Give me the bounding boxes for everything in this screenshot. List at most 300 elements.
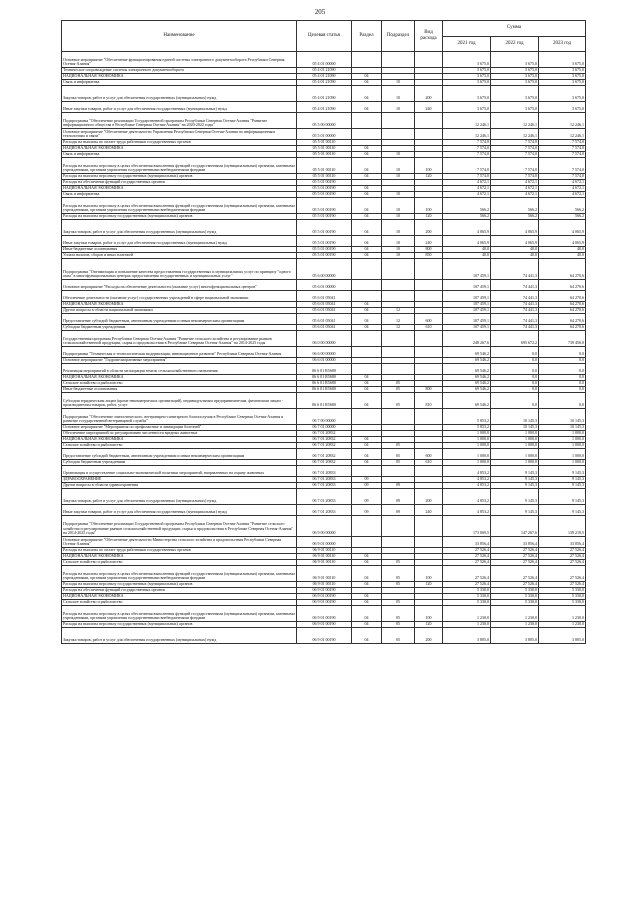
row-name-cell: Реализация мероприятий в области мелиорации земель сельскохозяйственного назначения <box>62 364 297 375</box>
sum-2022-cell: 4 672,1 <box>491 180 539 186</box>
table-row <box>62 505 586 516</box>
subsection-cell <box>382 113 415 129</box>
sum-2022-cell: 5 330,0 <box>491 600 539 606</box>
section-cell: 04 <box>352 220 382 236</box>
expense-type-cell: 120 <box>415 582 443 588</box>
sum-2023-cell: 0,0 <box>539 347 586 358</box>
sum-2021-cell: 107 459,1 <box>443 291 491 302</box>
sum-2023-cell: 0,0 <box>539 358 586 364</box>
sum-2021-cell: 7 574,0 <box>443 146 491 152</box>
section-cell <box>352 113 382 129</box>
section-cell: 04 <box>352 158 382 174</box>
sum-2021-cell: 27 526,4 <box>443 566 491 582</box>
table-row <box>62 566 586 582</box>
sum-2021-cell: 3 675,0 <box>443 102 491 113</box>
expense-type-cell <box>415 466 443 477</box>
sum-2021-cell: 5 330,0 <box>443 600 491 606</box>
section-cell: 04 <box>352 381 382 387</box>
sum-2023-cell: 5 330,0 <box>539 600 586 606</box>
target-article-cell: 05 5 01 00190 <box>297 192 352 198</box>
row-name-cell: Закупка товаров, работ и услуг для обеспечения государственных (муниципальных) нужд <box>62 489 297 505</box>
table-row <box>62 537 586 548</box>
subsection-cell: 10 <box>382 158 415 174</box>
target-article-cell: 06 6 00 00000 <box>297 347 352 358</box>
sum-2022-cell: 0,0 <box>491 387 539 393</box>
target-article-cell: 05 6 01 05041 <box>297 308 352 314</box>
table-row <box>62 158 586 174</box>
sum-2023-cell: 9 145,3 <box>539 466 586 477</box>
expense-type-cell: 850 <box>415 253 443 259</box>
sum-2022-cell: 7 574,0 <box>491 158 539 174</box>
section-cell <box>352 52 382 68</box>
expense-type-cell: 800 <box>415 387 443 393</box>
section-cell: 04 <box>352 460 382 466</box>
subsection-cell: 10 <box>382 247 415 253</box>
row-name-cell: Подпрограмма "Обеспечение реализации Государственной программы Республики Северная Осетия-Алания "Развитие сельского хозяйства и регулирование рынков сельскохозяйственной продукции, сырья и продовольствия в Республике Северная Осетия-Алания" на 2014-2025 годы" <box>62 516 297 537</box>
sum-2022-cell: 9 145,3 <box>491 477 539 483</box>
subsection-cell: 12 <box>382 308 415 314</box>
table-row <box>62 102 586 113</box>
subsection-cell <box>382 280 415 291</box>
expense-type-cell <box>415 52 443 68</box>
sum-2022-cell: 7 574,0 <box>491 146 539 152</box>
row-name-cell: Расходы на выплаты персоналу в целях обеспечения выполнения функций государственными (муниципальными) органами, казенными учреждениями, органами управления государственными внебюджетными фондами <box>62 606 297 622</box>
section-cell: 04 <box>352 236 382 247</box>
table-row <box>62 409 586 425</box>
target-article-cell: 06 7 01 20833 <box>297 477 352 483</box>
target-article-cell: 05 4 01 21090 <box>297 68 352 74</box>
table-row <box>62 331 586 347</box>
sum-2023-cell: 64 270,6 <box>539 259 586 280</box>
sum-2021-cell: 12 246,1 <box>443 113 491 129</box>
section-cell: 04 <box>352 302 382 308</box>
sum-2022-cell: 27 526,4 <box>491 560 539 566</box>
sum-2022-cell: 3 675,0 <box>491 102 539 113</box>
sum-2021-cell: 69 546,2 <box>443 387 491 393</box>
header-expense-type: Вид расхода <box>415 21 443 52</box>
row-name-cell: Расходы на выплаты по оплате труда работников государственных органов <box>62 140 297 146</box>
row-name-cell: Связь и информатика <box>62 192 297 198</box>
sum-2023-cell: 4 065,9 <box>539 220 586 236</box>
sum-2021-cell: 248 267,6 <box>443 331 491 347</box>
sum-2021-cell: 69 546,2 <box>443 358 491 364</box>
section-cell <box>352 347 382 358</box>
sum-2023-cell: 566,2 <box>539 198 586 214</box>
sum-2023-cell: 64 270,6 <box>539 302 586 308</box>
row-name-cell: Иные закупки товаров, работ и услуг для обеспечения государственных (муниципальных) нужд <box>62 505 297 516</box>
expense-type-cell <box>415 291 443 302</box>
row-name-cell: Основное мероприятие "Расходы на обеспечение деятельности (оказание услуг) многофункциональных центров" <box>62 280 297 291</box>
subsection-cell: 05 <box>382 606 415 622</box>
sum-2022-cell: 1 000,0 <box>491 437 539 443</box>
sum-2021-cell: 27 526,4 <box>443 560 491 566</box>
sum-2021-cell: 1 000,0 <box>443 460 491 466</box>
sum-2022-cell: 4 065,9 <box>491 220 539 236</box>
sum-2023-cell: 64 270,6 <box>539 308 586 314</box>
budget-table <box>61 20 586 644</box>
subsection-cell <box>382 291 415 302</box>
subsection-cell <box>382 409 415 425</box>
target-article-cell: 05 5 01 00110 <box>297 158 352 174</box>
target-article-cell: 05 4 01 00000 <box>297 52 352 68</box>
section-cell: 04 <box>352 247 382 253</box>
section-cell <box>352 331 382 347</box>
row-name-cell: Иные закупки товаров, работ и услуг для обеспечения государственных (муниципальных) нужд <box>62 236 297 247</box>
subsection-cell: 09 <box>382 489 415 505</box>
sum-2021-cell: 27 526,4 <box>443 554 491 560</box>
sum-2022-cell: 9 145,3 <box>491 466 539 477</box>
section-cell: 04 <box>352 622 382 628</box>
target-article-cell: 06 7 00 00000 <box>297 409 352 425</box>
target-article-cell: 05 5 01 00110 <box>297 152 352 158</box>
subsection-cell <box>382 129 415 140</box>
expense-type-cell: 600 <box>415 449 443 460</box>
section-cell: 04 <box>352 582 382 588</box>
sum-2021-cell: 7 574,0 <box>443 152 491 158</box>
sum-2023-cell: 7 574,0 <box>539 158 586 174</box>
sum-2021-cell: 4 853,2 <box>443 505 491 516</box>
expense-type-cell <box>415 331 443 347</box>
row-name-cell: НАЦИОНАЛЬНАЯ ЭКОНОМИКА <box>62 437 297 443</box>
sum-2022-cell: 10 145,3 <box>491 409 539 425</box>
table-row <box>62 291 586 302</box>
section-cell: 04 <box>352 80 382 86</box>
sum-2022-cell: 7 574,0 <box>491 140 539 146</box>
sum-2023-cell: 27 526,4 <box>539 548 586 554</box>
sum-2023-cell: 10 145,3 <box>539 409 586 425</box>
target-article-cell: 05 5 01 00190 <box>297 180 352 186</box>
row-name-cell: Сельское хозяйство и рыболовство <box>62 381 297 387</box>
sum-2021-cell: 3 675,0 <box>443 68 491 74</box>
section-cell: 04 <box>352 600 382 606</box>
sum-2021-cell: 4 853,2 <box>443 489 491 505</box>
sum-2023-cell: 40,0 <box>539 253 586 259</box>
expense-type-cell <box>415 347 443 358</box>
sum-2023-cell: 139 219,5 <box>539 516 586 537</box>
row-name-cell: НАЦИОНАЛЬНАЯ ЭКОНОМИКА <box>62 594 297 600</box>
sum-2023-cell: 1 230,0 <box>539 622 586 628</box>
target-article-cell: 06 7 01 20832 <box>297 437 352 443</box>
row-name-cell: Подпрограмма "Техническая и технологическая модернизация, инновационное развитие" Республики Северная Осетия-Алания <box>62 347 297 358</box>
sum-2022-cell: 74 441,3 <box>491 280 539 291</box>
sum-2023-cell: 0,0 <box>539 393 586 409</box>
target-article-cell: 05 5 01 00190 <box>297 198 352 214</box>
subsection-cell: 09 <box>382 505 415 516</box>
sum-2023-cell: 0,0 <box>539 364 586 375</box>
row-name-cell: Расходы на выплаты персоналу в целях обеспечения выполнения функций государственными (муниципальными) органами, казенными учреждениями, органами управления государственными внебюджетными фондами <box>62 198 297 214</box>
target-article-cell: 06 9 00 00000 <box>297 516 352 537</box>
sum-2023-cell: 1 000,0 <box>539 449 586 460</box>
table-row <box>62 449 586 460</box>
target-article-cell: 06 9 01 00190 <box>297 622 352 628</box>
row-name-cell: Расходы на обеспечение функций государственных органов <box>62 180 297 186</box>
expense-type-cell: 240 <box>415 236 443 247</box>
sum-2021-cell: 27 526,4 <box>443 582 491 588</box>
target-article-cell: 05 6 01 05041 <box>297 302 352 308</box>
section-cell: 04 <box>352 174 382 180</box>
sum-2022-cell: 40,0 <box>491 247 539 253</box>
sum-2021-cell: 7 574,0 <box>443 158 491 174</box>
sum-2022-cell: 33 856,4 <box>491 537 539 548</box>
sum-2022-cell: 566,2 <box>491 214 539 220</box>
row-name-cell: Сельское хозяйство и рыболовство <box>62 600 297 606</box>
sum-2022-cell: 0,0 <box>491 393 539 409</box>
sum-2022-cell: 0,0 <box>491 375 539 381</box>
header-name: Наименование <box>62 21 297 52</box>
subsection-cell <box>382 331 415 347</box>
sum-2023-cell: 64 270,6 <box>539 325 586 331</box>
sum-2023-cell: 64 270,6 <box>539 280 586 291</box>
section-cell: 04 <box>352 308 382 314</box>
sum-2023-cell: 4 065,9 <box>539 236 586 247</box>
expense-type-cell <box>415 516 443 537</box>
sum-2021-cell: 69 546,2 <box>443 375 491 381</box>
sum-2022-cell: 1 230,0 <box>491 622 539 628</box>
sum-2023-cell: 7 574,0 <box>539 174 586 180</box>
sum-2022-cell: 12 246,1 <box>491 113 539 129</box>
sum-2021-cell: 107 459,1 <box>443 308 491 314</box>
sum-2022-cell: 3 675,0 <box>491 52 539 68</box>
sum-2022-cell: 74 441,3 <box>491 259 539 280</box>
row-name-cell: Основное мероприятие "Обеспечение функционирования единой системы электронного документооборота Республики Северная Осетия-Алания" <box>62 52 297 68</box>
sum-2023-cell: 5 330,0 <box>539 594 586 600</box>
row-name-cell: ЗДРАВООХРАНЕНИЕ <box>62 477 297 483</box>
sum-2021-cell: 5 330,0 <box>443 588 491 594</box>
row-name-cell: Сельское хозяйство и рыболовство <box>62 560 297 566</box>
sum-2023-cell: 3 675,0 <box>539 102 586 113</box>
section-cell <box>352 516 382 537</box>
expense-type-cell: 240 <box>415 102 443 113</box>
subsection-cell: 10 <box>382 236 415 247</box>
subsection-cell: 05 <box>382 582 415 588</box>
sum-2023-cell: 1 230,0 <box>539 606 586 622</box>
row-name-cell: Подпрограмма "Обеспечение реализации Государственной программы Республики Северная Осетия-Алания "Развитие информационного общества в Республике Северная Осетия-Алания" на 2020-2022 годы" <box>62 113 297 129</box>
sum-2022-cell: 3 805,0 <box>491 628 539 644</box>
sum-2021-cell: 3 675,0 <box>443 74 491 80</box>
row-name-cell: Расходы на выплаты по оплате труда работников государственных органов <box>62 548 297 554</box>
expense-type-cell: 610 <box>415 460 443 466</box>
target-article-cell: 06 6 01 R5680 <box>297 375 352 381</box>
expense-type-cell <box>415 259 443 280</box>
expense-type-cell: 810 <box>415 393 443 409</box>
row-name-cell: Обеспечение мероприятий по регулированию численности вредных животных <box>62 431 297 437</box>
sum-2022-cell: 4 672,1 <box>491 192 539 198</box>
expense-type-cell <box>415 113 443 129</box>
sum-2021-cell: 107 459,1 <box>443 259 491 280</box>
sum-2023-cell: 3 805,0 <box>539 628 586 644</box>
sum-2022-cell: 9 145,3 <box>491 483 539 489</box>
table-row <box>62 129 586 140</box>
target-article-cell: 06 7 01 20832 <box>297 460 352 466</box>
sum-2023-cell: 1 000,0 <box>539 460 586 466</box>
sum-2022-cell: 74 441,3 <box>491 302 539 308</box>
target-article-cell: 05 5 00 00000 <box>297 113 352 129</box>
sum-2022-cell: 4 672,1 <box>491 186 539 192</box>
target-article-cell: 06 7 01 20833 <box>297 483 352 489</box>
subsection-cell: 10 <box>382 253 415 259</box>
target-article-cell: 06 6 01 R5680 <box>297 393 352 409</box>
target-article-cell: 06 7 01 20832 <box>297 449 352 460</box>
table-header <box>62 21 586 52</box>
row-name-cell: Основное мероприятие "Гидромелиоративные мероприятия" <box>62 358 297 364</box>
section-cell: 04 <box>352 186 382 192</box>
sum-2023-cell: 4 672,1 <box>539 192 586 198</box>
sum-2021-cell: 69 546,2 <box>443 393 491 409</box>
subsection-cell: 10 <box>382 80 415 86</box>
sum-2023-cell: 3 675,0 <box>539 80 586 86</box>
section-cell: 04 <box>352 314 382 325</box>
sum-2023-cell: 64 270,6 <box>539 291 586 302</box>
target-article-cell: 06 6 01 R5680 <box>297 364 352 375</box>
section-cell: 04 <box>352 375 382 381</box>
subsection-cell: 05 <box>382 622 415 628</box>
row-name-cell: Другие вопросы в области национальной экономики <box>62 308 297 314</box>
target-article-cell: 05 5 01 00190 <box>297 186 352 192</box>
sum-2022-cell: 27 526,4 <box>491 566 539 582</box>
expense-type-cell: 100 <box>415 566 443 582</box>
row-name-cell: Субсидии юридическим лицам (кроме некоммерческих организаций), индивидуальным предпринимателям, физическим лицам - производителям товаров, работ, услуг <box>62 393 297 409</box>
sum-2022-cell: 74 441,3 <box>491 325 539 331</box>
target-article-cell: 05 5 01 00110 <box>297 146 352 152</box>
expense-type-cell: 100 <box>415 158 443 174</box>
subsection-cell <box>382 516 415 537</box>
section-cell: 04 <box>352 560 382 566</box>
sum-2022-cell: 74 441,3 <box>491 291 539 302</box>
table-row <box>62 489 586 505</box>
sum-2022-cell: 27 526,4 <box>491 554 539 560</box>
subsection-cell: 10 <box>382 220 415 236</box>
section-cell: 04 <box>352 387 382 393</box>
section-cell: 04 <box>352 437 382 443</box>
section-cell: 04 <box>352 594 382 600</box>
sum-2022-cell: 74 441,3 <box>491 308 539 314</box>
section-cell: 04 <box>352 102 382 113</box>
sum-2022-cell: 3 675,0 <box>491 68 539 74</box>
sum-2021-cell: 69 546,2 <box>443 381 491 387</box>
table-row <box>62 364 586 375</box>
sum-2023-cell: 3 675,0 <box>539 86 586 102</box>
target-article-cell: 05 5 01 00190 <box>297 220 352 236</box>
subsection-cell <box>382 537 415 548</box>
row-name-cell: Предоставление субсидий бюджетным, автономным учреждениям и иным некоммерческим организациям <box>62 449 297 460</box>
header-year-2023: 2023 год <box>539 36 586 52</box>
subsection-cell: 05 <box>382 443 415 449</box>
sum-2022-cell: 695 672,2 <box>491 331 539 347</box>
sum-2021-cell: 566,2 <box>443 198 491 214</box>
target-article-cell: 06 7 01 20832 <box>297 443 352 449</box>
table-row <box>62 516 586 537</box>
target-article-cell: 06 9 01 00000 <box>297 537 352 548</box>
section-cell: 04 <box>352 253 382 259</box>
row-name-cell: Обеспечение деятельности (оказание услуг) государственных учреждений в сфере национальной экономики <box>62 291 297 302</box>
row-name-cell: Расходы на выплаты персоналу в целях обеспечения выполнения функций государственными (муниципальными) органами, казенными учреждениями, органами управления государственными внебюджетными фондами <box>62 566 297 582</box>
sum-2021-cell: 4 672,1 <box>443 192 491 198</box>
row-name-cell: Расходы на выплаты персоналу государственных (муниципальных) органов <box>62 174 297 180</box>
target-article-cell: 05 5 01 00190 <box>297 253 352 259</box>
sum-2022-cell: 9 145,3 <box>491 489 539 505</box>
sum-2021-cell: 4 853,2 <box>443 477 491 483</box>
expense-type-cell <box>415 364 443 375</box>
target-article-cell: 06 9 01 00190 <box>297 628 352 644</box>
row-name-cell: Уплата налогов, сборов и иных платежей <box>62 253 297 259</box>
sum-2023-cell: 33 856,4 <box>539 537 586 548</box>
sum-2023-cell: 566,2 <box>539 214 586 220</box>
sum-2021-cell: 40,0 <box>443 247 491 253</box>
sum-2023-cell: 9 145,3 <box>539 505 586 516</box>
header-sum: Сумма <box>443 21 586 37</box>
target-article-cell: 06 9 01 00110 <box>297 548 352 554</box>
row-name-cell: Связь и информатика <box>62 80 297 86</box>
sum-2021-cell: 1 000,0 <box>443 449 491 460</box>
sum-2022-cell: 7 574,0 <box>491 152 539 158</box>
row-name-cell: Другие вопросы в области здравоохранения <box>62 483 297 489</box>
sum-2021-cell: 33 856,4 <box>443 537 491 548</box>
target-article-cell: 06 7 01 20833 <box>297 466 352 477</box>
sum-2021-cell: 69 546,2 <box>443 347 491 358</box>
expense-type-cell: 120 <box>415 214 443 220</box>
subsection-cell: 05 <box>382 449 415 460</box>
table-row <box>62 52 586 68</box>
section-cell <box>352 280 382 291</box>
subsection-cell: 05 <box>382 628 415 644</box>
section-cell: 04 <box>352 198 382 214</box>
sum-2022-cell: 1 000,0 <box>491 431 539 437</box>
sum-2021-cell: 7 574,0 <box>443 174 491 180</box>
page-number: 205 <box>314 8 326 16</box>
target-article-cell: 05 5 01 00190 <box>297 247 352 253</box>
target-article-cell: 05 4 01 21090 <box>297 74 352 80</box>
subsection-cell: 05 <box>382 600 415 606</box>
sum-2021-cell: 107 459,1 <box>443 314 491 325</box>
target-article-cell: 05 4 01 21090 <box>297 86 352 102</box>
row-name-cell: Техническое сопровождение системы электронного документооборота <box>62 68 297 74</box>
subsection-cell: 05 <box>382 393 415 409</box>
row-name-cell: Закупка товаров, работ и услуг для обеспечения государственных (муниципальных) нужд <box>62 86 297 102</box>
row-name-cell: НАЦИОНАЛЬНАЯ ЭКОНОМИКА <box>62 554 297 560</box>
row-name-cell: Расходы на выплаты персоналу в целях обеспечения выполнения функций государственными (муниципальными) органами, казенными учреждениями, органами управления государственными внебюджетными фондами <box>62 158 297 174</box>
sum-2022-cell: 147 267,6 <box>491 516 539 537</box>
section-cell <box>352 466 382 477</box>
target-article-cell: 05 4 01 21090 <box>297 80 352 86</box>
sum-2022-cell: 5 330,0 <box>491 588 539 594</box>
sum-2023-cell: 12 246,1 <box>539 113 586 129</box>
section-cell: 04 <box>352 325 382 331</box>
sum-2023-cell: 739 456,0 <box>539 331 586 347</box>
section-cell: 04 <box>352 152 382 158</box>
target-article-cell: 06 9 01 00110 <box>297 560 352 566</box>
sum-2022-cell: 0,0 <box>491 364 539 375</box>
row-name-cell: Основное мероприятие "Мероприятия по профилактике и ликвидации болезней" <box>62 425 297 431</box>
row-name-cell: Закупка товаров, работ и услуг для обеспечения государственных (муниципальных) нужд <box>62 628 297 644</box>
sum-2022-cell: 0,0 <box>491 358 539 364</box>
target-article-cell: 06 0 00 00000 <box>297 331 352 347</box>
sum-2023-cell: 3 675,0 <box>539 52 586 68</box>
sum-2021-cell: 40,0 <box>443 253 491 259</box>
sum-2021-cell: 4 853,2 <box>443 483 491 489</box>
section-cell: 04 <box>352 566 382 582</box>
target-article-cell: 05 5 01 00190 <box>297 214 352 220</box>
table-row <box>62 220 586 236</box>
subsection-cell: 10 <box>382 214 415 220</box>
target-article-cell: 06 9 01 00190 <box>297 588 352 594</box>
row-name-cell: Расходы на выплаты персоналу государственных (муниципальных) органов <box>62 622 297 628</box>
expense-type-cell: 100 <box>415 606 443 622</box>
expense-type-cell: 600 <box>415 314 443 325</box>
sum-2021-cell: 566,2 <box>443 214 491 220</box>
section-cell: 04 <box>352 74 382 80</box>
sum-2023-cell: 40,0 <box>539 247 586 253</box>
table-row <box>62 628 586 644</box>
